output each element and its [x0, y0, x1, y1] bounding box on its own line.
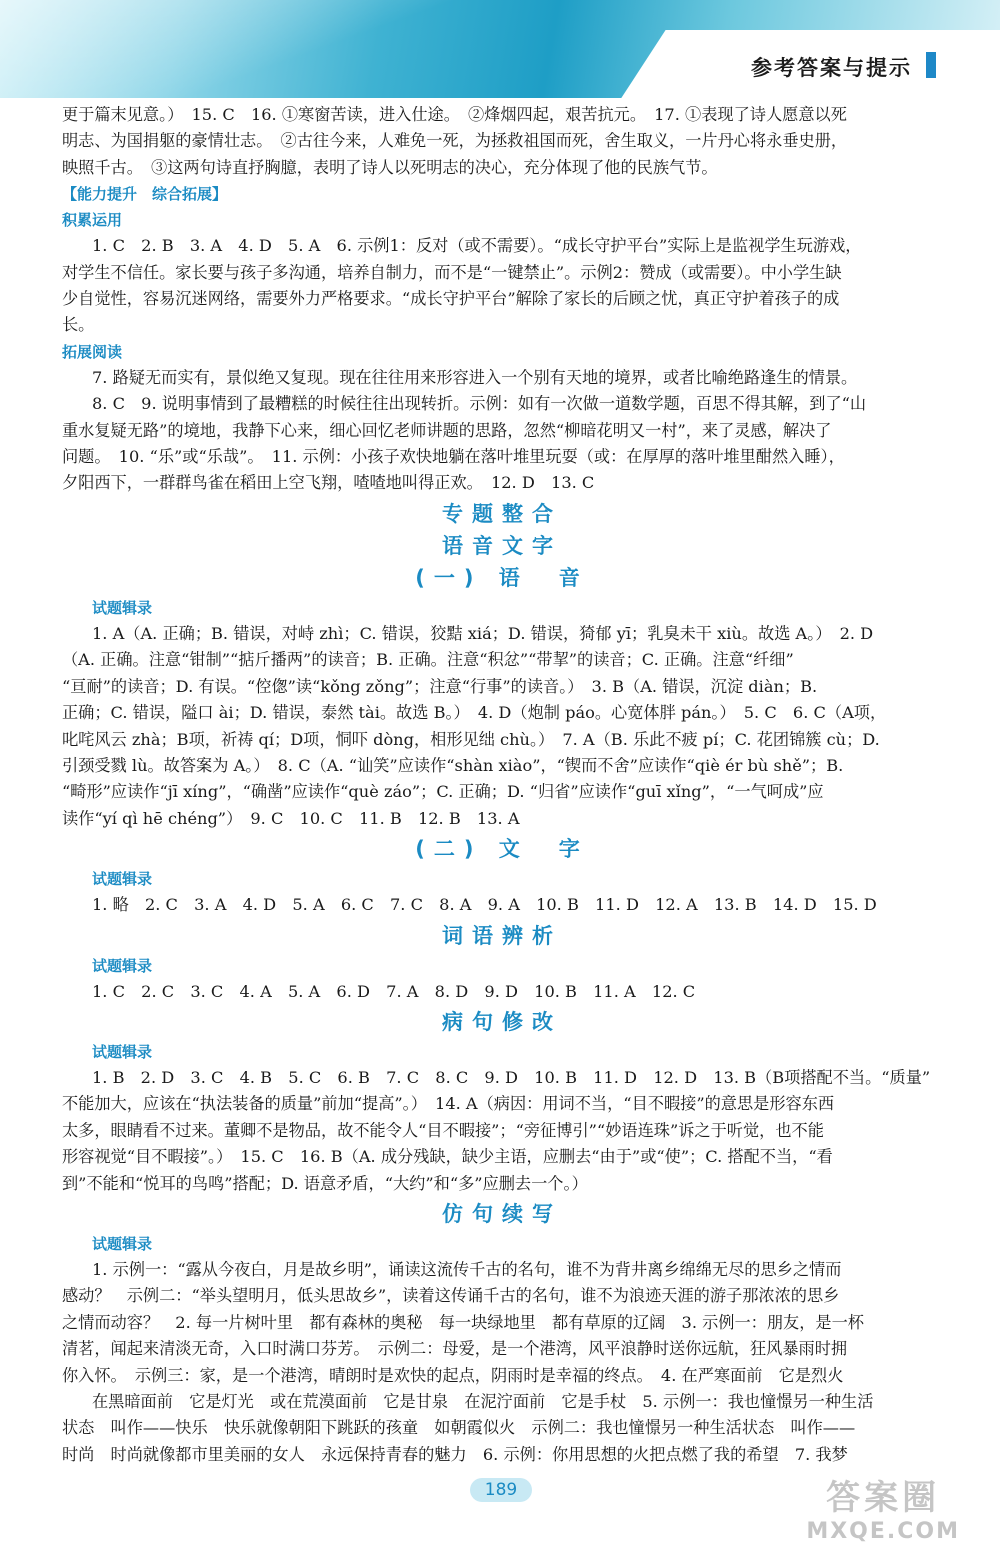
text-line: 引颈受戮 lù。故答案为 A。） 8. C（A. “讪笑”应读作“shàn xiào”，“锲而不舍”应读作“qiè ér bù shě”；B.	[62, 755, 844, 775]
text-line: 1. 略 2. C 3. A 4. D 5. A 6. C 7. C 8. A 9. A 10. B 11. D 12. A 13. B 14. D 15. D	[92, 895, 877, 915]
text-line: 之情而动容？ 2. 每一片树叶里 都有森林的奥秘 每一块绿地里 都有草原的辽阔 3. 示例一：朋友，是一杯	[62, 1312, 864, 1332]
read-heading: 拓展阅读	[62, 342, 123, 361]
part2-label: 试题辑录	[92, 870, 153, 889]
text-line: 太多，眼睛看不过来。董卿不是物品，故不能令人“目不暇接”；“旁征博引”“妙语连珠”诉之于听觉，也不能	[62, 1120, 824, 1140]
text-line: “畸形”应读作“jī xíng”，“确凿”应读作“què záo”；C. 正确；D. “归省”应读作“guī xǐng”，“一气呵成”应	[62, 782, 824, 802]
section-title: 专题整合	[442, 501, 562, 526]
text-line: 映照千古。 ③这两句诗直抒胸臆，表明了诗人以死明志的决心，充分体现了他的民族气节。	[62, 157, 718, 177]
part2-title: (二) 文 字	[415, 837, 589, 862]
ability-heading: 【能力提升 综合拓展】	[62, 185, 228, 204]
text-line: 明志、为国捐躯的豪情壮志。 ②古往今来，人难免一死，为拯救祖国而死，舍生取义，一片丹心将永垂史册，	[62, 131, 848, 151]
part1-label: 试题辑录	[92, 598, 153, 617]
text-line: 时尚 时尚就像都市里美丽的女人 永远保持青春的魅力 6. 示例：你用思想的火把点燃了我的希望 7. 我梦	[62, 1444, 848, 1464]
text-line: 清茗，闻起来清淡无奇，入口时满口芬芳。 示例二：母爱，是一个港湾，风平浪静时送你远航，狂风暴雨时拥	[62, 1339, 848, 1359]
part1-title: (一) 语 音	[415, 565, 589, 590]
text-line: 形容视觉“目不暇接”。） 15. C 16. B（A. 成分残缺，缺少主语，应删去“由于”或“使”；C. 搭配不当，“看	[62, 1147, 833, 1167]
header-title: 参考答案与提示	[751, 56, 912, 80]
accum-heading: 积累运用	[62, 211, 123, 230]
words-title: 词语辨析	[442, 923, 562, 948]
header-banner	[0, 0, 1000, 98]
text-line: 你入怀。 示例三：家，是一个港湾，晴朗时是欢快的起点，阴雨时是幸福的终点。 4. 在严寒面前 它是烈火	[62, 1365, 844, 1385]
text-line: 问题。 10. “乐”或“乐哉”。 11. 示例：小孩子欢快地躺在落叶堆里玩耍（或：在厚厚的落叶堆里酣然入睡），	[62, 447, 845, 467]
sick-title: 病句修改	[442, 1009, 562, 1034]
text-line: 重水复疑无路”的境地，我静下心来，细心回忆老师讲题的思路，忽然“柳暗花明又一村”，来了灵感，解决了	[62, 420, 832, 440]
text-line: 读作“yí qì hē chéng”） 9. C 10. C 11. B 12. B 13. A	[62, 808, 520, 828]
text-line: 更于篇末见意。） 15. C 16. ①寒窗苦读，进入仕途。 ②烽烟四起，艰苦抗元。 17. ①表现了诗人愿意以死	[62, 105, 847, 124]
banner-decoration	[0, 0, 560, 98]
imit-label: 试题辑录	[92, 1234, 153, 1253]
text-line: 不能加大，应该在“执法装备的质量”前加“提高”。） 14. A（病因：用词不当，“目不暇接”的意思是形容东西	[62, 1094, 835, 1114]
text-line: 长。	[62, 315, 95, 335]
words-label: 试题辑录	[92, 956, 153, 975]
page-number: 189	[470, 1478, 532, 1502]
text-line: 在黑暗面前 它是灯光 或在荒漠面前 它是甘泉 在泥泞面前 它是手杖 5. 示例一：我也憧憬另一种生活	[92, 1392, 874, 1411]
text-line: 夕阳西下，一群群鸟雀在稻田上空飞翔，喳喳地叫得正欢。 12. D 13. C	[62, 473, 595, 493]
text-line: “亘耐”的读音；D. 有误。“倥偬”读“kǒng zǒng”；注意“行事”的读音。） 3. B（A. 错误，沉淀 diàn；B.	[62, 676, 818, 696]
text-line: 对学生不信任。家长要与孩子多沟通，培养自制力，而不是“一键禁止”。示例2：赞成（或需要）。中小学生缺	[62, 262, 842, 282]
text-line: 1. A（A. 正确；B. 错误，对峙 zhì；C. 错误，狡黠 xiá；D. 错误，猗郁 yī；乳臭未干 xiù。故选 A。） 2. D	[92, 623, 874, 643]
answer-content	[62, 98, 942, 1468]
imit-title: 仿句续写	[442, 1201, 562, 1226]
text-line: 叱咤风云 zhà；B项，祈祷 qí；D项，恫吓 dòng，相形见绌 chù。） 7. A（B. 乐此不疲 pí；C. 花团锦簇 cù；D.	[62, 729, 880, 749]
sub-title: 语音文字	[442, 533, 562, 558]
sick-label: 试题辑录	[92, 1042, 153, 1061]
text-line: 8. C 9. 说明事情到了最糟糕的时候往往出现转折。示例：如有一次做一道数学题，百思不得其解，到了“山	[92, 394, 867, 414]
text-line: （A. 正确。注意“钳制”“掂斤播两”的读音；B. 正确。注意“积忿”“带挈”的读音；C. 正确。注意“纤细”	[62, 650, 794, 670]
text-line: 1. C 2. B 3. A 4. D 5. A 6. 示例1：反对（或不需要）。“成长守护平台”实际上是监视学生玩游戏，	[92, 236, 862, 256]
text-line: 少自觉性，容易沉迷网络，需要外力严格要求。“成长守护平台”解除了家长的后顾之忧，真正守护着孩子的成	[62, 289, 840, 309]
text-line: 1. 示例一：“露从今夜白，月是故乡明”，诵读这流传千古的名句，谁不为背井离乡绵绵无尽的思乡之情而	[92, 1259, 842, 1279]
text-line: 正确；C. 错误，隘口 ài；D. 错误，泰然 tài。故选 B。） 4. D（炮制 páo。心宽体胖 pán。） 5. C 6. C（A项，	[62, 703, 887, 723]
text-line: 感动？ 示例二：“举头望明月，低头思故乡”，读着这传诵千古的名句，谁不为浪迹天涯的游子那浓浓的思乡	[62, 1286, 840, 1306]
text-line: 到”不能和“悦耳的鸟鸣”搭配；D. 语意矛盾，“大约”和“多”应删去一个。）	[62, 1173, 588, 1193]
text-line: 状态 叫作——快乐 快乐就像朝阳下跳跃的孩童 如朝霞似火 示例二：我也憧憬另一种生活状态 叫作——	[62, 1418, 856, 1438]
text-line: 7. 路疑无而实有，景似绝又复现。现在往往用来形容进入一个别有天地的境界，或者比喻绝路逢生的情景。	[92, 367, 858, 387]
header-accent-bar	[926, 52, 936, 78]
watermark-logo	[806, 1470, 960, 1543]
text-line: 1. B 2. D 3. C 4. B 5. C 6. B 7. C 8. C 9. D 10. B 11. D 12. D 13. B（B项搭配不当。“质量”	[92, 1067, 931, 1087]
watermark-main: 答案圈	[826, 1478, 941, 1518]
watermark-sub: MXQE.COM	[806, 1519, 960, 1543]
text-line: 1. C 2. C 3. C 4. A 5. A 6. D 7. A 8. D 9. D 10. B 11. A 12. C	[92, 981, 696, 1001]
